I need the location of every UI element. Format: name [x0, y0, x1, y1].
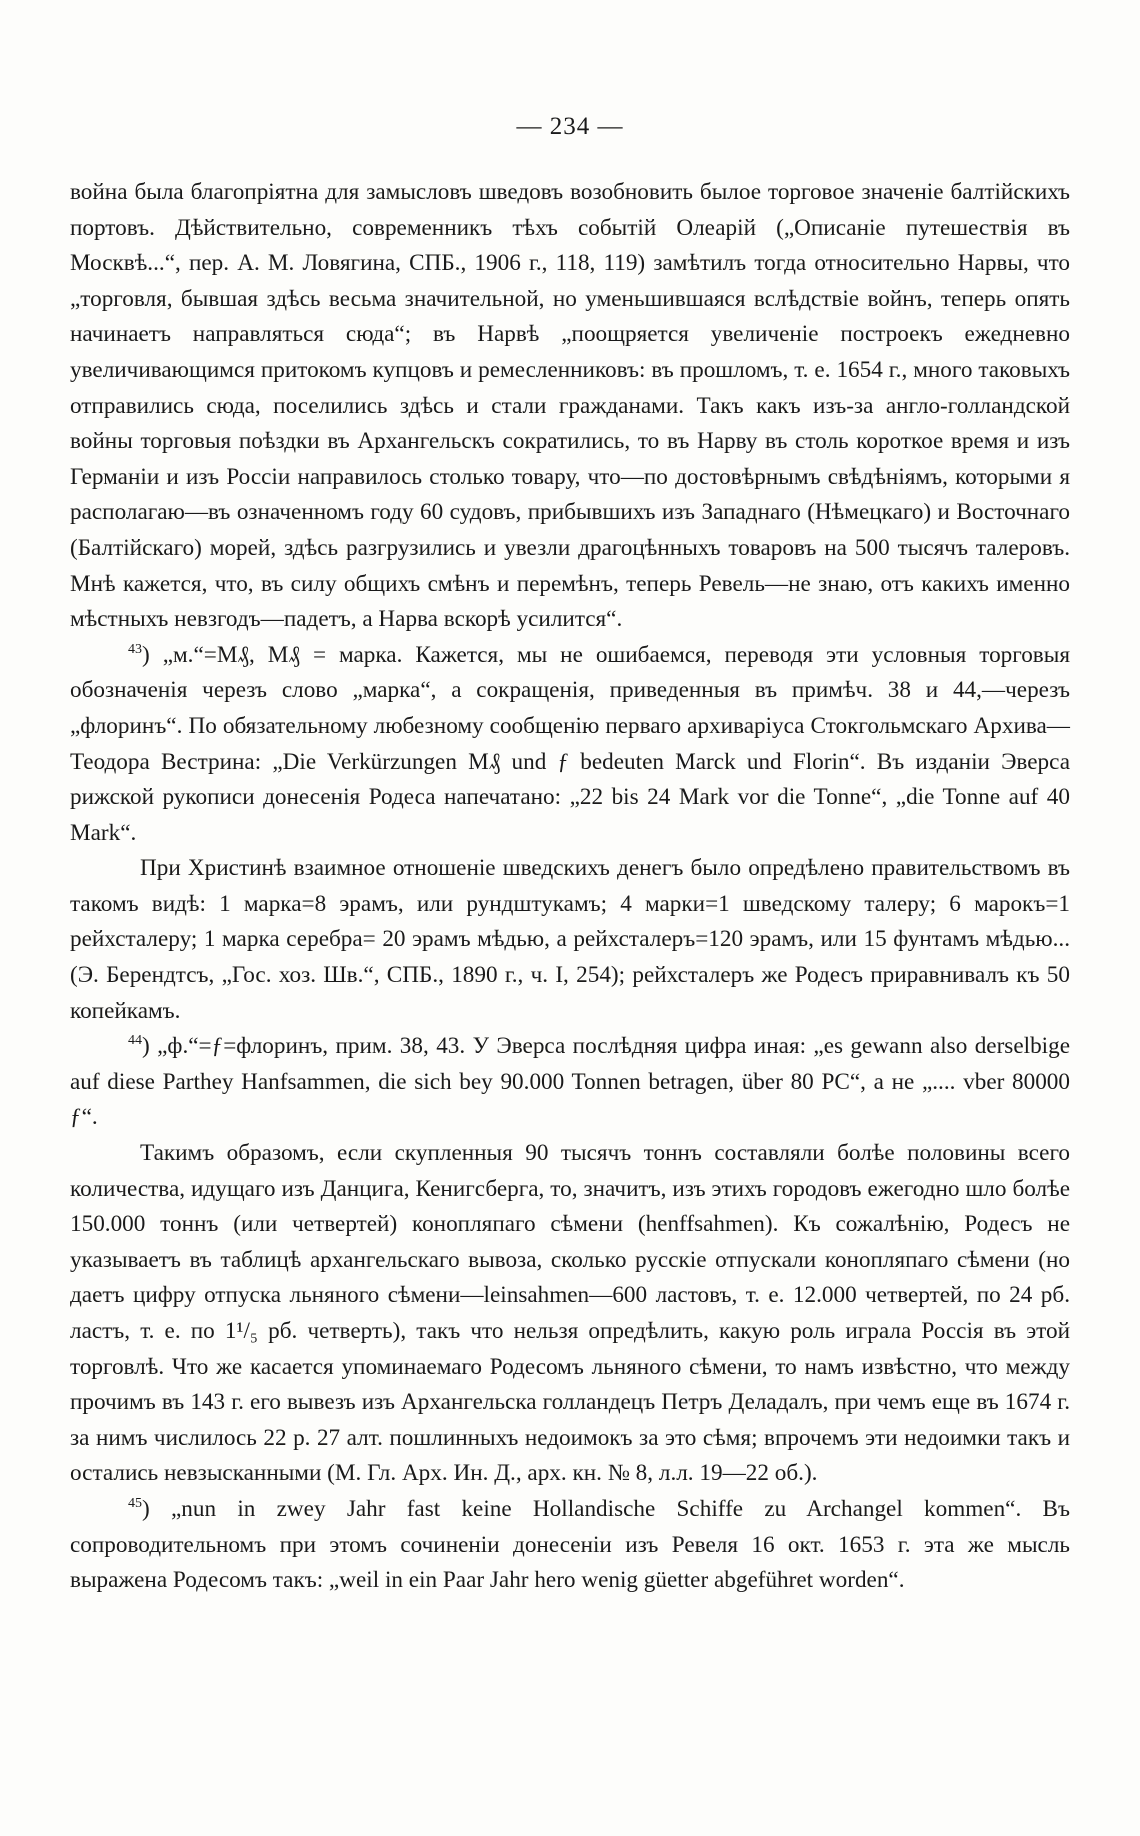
footnote-text: „nun in zwey Jahr fast keine Hollandische Schiffe zu Archangel kommen“. Въ сопроводительномъ при этомъ сочиненіи донесеніи изъ Ревеля 16 окт. 1653 г. эта же мысль выражена Родесомъ такъ: „weil in ein Paar Jahr hero wenig güetter abgeführet worden“.: [70, 1495, 1070, 1594]
paragraph-continuation: война была благопріятна для замысловъ шведовъ возобновить былое торговое значеніе балтійскихъ портовъ. Дѣйствительно, современникъ тѣхъ событій Олеарій („Описаніе путешествія въ Москвѣ...“, пер. А. М. Ловягина, СПБ., 1906 г., 118, 119) замѣтилъ тогда относительно Нарвы, что „торговля, бывшая здѣсь весьма значительной, но уменьшившаяся вслѣдствіе войнъ, теперь опять начинаетъ направляться сюда“; въ Нарвѣ „поощряется увеличеніе построекъ ежедневно увеличивающимся притокомъ купцовъ и ремесленниковъ: въ прошломъ, т. е. 1654 г., много таковыхъ отправились сюда, поселились здѣсь и стали гражданами. Такъ какъ изъ-за англо-голландской войны торговыя поѣздки въ Архангельскъ сократились, то въ Нарву въ столь короткое время и изъ Германіи и изъ Россіи направилось столько товару, что—по достовѣрнымъ свѣдѣніямъ, которыми я располагаю—въ означенномъ году 60 судовъ, прибывшихъ изъ Западнаго (Нѣмецкаго) и Восточнаго (Балтійскаго) морей, здѣсь разгрузились и увезли драгоцѣнныхъ товаровъ на 500 тысячъ талеровъ. Мнѣ кажется, что, въ силу общихъ смѣнъ и перемѣнъ, теперь Ревель—не знаю, отъ какихъ именно мѣстныхъ невзгодъ—падетъ, а Нарва вскорѣ усилится“.: [70, 179, 1070, 633]
page-number: — 234 —: [516, 113, 624, 140]
footnote-44: $^{44}$) „ф.“=ƒ=флоринъ, прим. 38, 43. У Эверса послѣдняя цифра иная: „es gewann also derselbige auf diese Parthey Hanfsammen, die sich bey 90.000 Tonnen betragen, über 80 PC“, а не „.... vber 80000 ƒ“.: [70, 1033, 1070, 1131]
footnote-mark: 44: [128, 1033, 142, 1049]
footnote-43: $^{43}$) „м.“=M₰, M₰ = марка. Кажется, мы не ошибаемся, переводя эти условныя торговыя обозначенія черезъ слово „марка“, а сокращенія, приведенныя въ примѣч. 38 и 44,—черезъ „флоринъ“. По обязательному любезному сообщенію перваго архиваріуса Стокгольмскаго Архива—Теодора Вестрина: „Die Verkürzungen M₰ und ƒ bedeuten Marck und Florin“. Въ изданіи Эверса рижской рукописи донесенія Родеса напечатано: „22 bis 24 Mark vor die Tonne“, „die Tonne auf 40 Mark“.: [70, 641, 1070, 846]
footnote-mark: 45: [128, 1495, 142, 1511]
footnote-45: $^{45}$) „nun in zwey Jahr fast keine Hollandische Schiffe zu Archangel kommen“. Въ сопроводительномъ при этомъ сочиненіи донесеніи изъ Ревеля 16 окт. 1653 г. эта же мысль выражена Родесомъ такъ: „weil in ein Paar Jahr hero wenig güetter abgeführet worden“.: [70, 1495, 1070, 1594]
footnote-mark: 43: [128, 641, 142, 657]
paragraph-currency: При Христинѣ взаимное отношеніе шведскихъ денегъ было опредѣлено правительствомъ въ такомъ видѣ: 1 марка=8 эрамъ, или рундштукамъ; 4 марки=1 шведскому талеру; 6 марокъ=1 рейхсталеру; 1 марка серебра= 20 эрамъ мѣдью, а рейхсталеръ=120 эрамъ, или 15 фунтамъ мѣдью... (Э. Берендтсъ, „Гос. хоз. Шв.“, СПБ., 1890 г., ч. I, 254); рейхсталеръ же Родесъ приравнивалъ къ 50 копейкамъ.: [70, 855, 1070, 1024]
footnote-text: „ф.“=ƒ=флоринъ, прим. 38, 43. У Эверса послѣдняя цифра иная: „es gewann also derselbige auf diese Parthey Hanfsammen, die sich bey 90.000 Tonnen betragen, über 80 PC“, а не „.... vber 80000 ƒ“.: [70, 1033, 1070, 1131]
page-text: [70, 175, 1070, 1599]
paragraph-hemp-seed: Такимъ образомъ, если скупленныя 90 тысячъ тоннъ составляли болѣе половины всего количества, идущаго изъ Данцига, Кенигсберга, то, значитъ, изъ этихъ городовъ ежегодно шло болѣе 150.000 тоннъ (или четвертей) конопляпаго сѣмени (henffsahmen). Къ сожалѣнію, Родесъ не указываетъ въ таблицѣ архангельскаго вывоза, сколько русскіе отпускали конопляпаго сѣмени (но даетъ цифру отпуска льняного сѣмени—leinsahmen—600 ластовъ, т. е. 12.000 четвертей, по 24 рб. ластъ, т. е. по 1¹/₅ рб. четверть), такъ что нельзя опредѣлить, какую роль играла Россія въ этой торговлѣ. Что же касается упоминаемаго Родесомъ льняного сѣмени, то намъ извѣстно, что между прочимъ въ 143 г. его вывезъ изъ Архангельска голландецъ Петръ Деладалъ, при чемъ еще въ 1674 г. за нимъ числилось 22 р. 27 алт. пошлинныхъ недоимокъ за это сѣмя; впрочемъ эти недоимки такъ и остались невзысканными (М. Гл. Арх. Ин. Д., арх. кн. № 8, л.л. 19—22 об.).: [70, 1140, 1070, 1487]
footnote-text: „м.“=M₰, M₰ = марка. Кажется, мы не ошибаемся, переводя эти условныя торговыя обозначенія черезъ слово „марка“, а сокращенія, приведенныя въ примѣч. 38 и 44,—черезъ „флоринъ“. По обязательному любезному сообщенію перваго архиваріуса Стокгольмскаго Архива—Теодора Вестрина: „Die Verkürzungen M₰ und ƒ bedeuten Marck und Florin“. Въ изданіи Эверса рижской рукописи донесенія Родеса напечатано: „22 bis 24 Mark vor die Tonne“, „die Tonne auf 40 Mark“.: [70, 641, 1070, 846]
